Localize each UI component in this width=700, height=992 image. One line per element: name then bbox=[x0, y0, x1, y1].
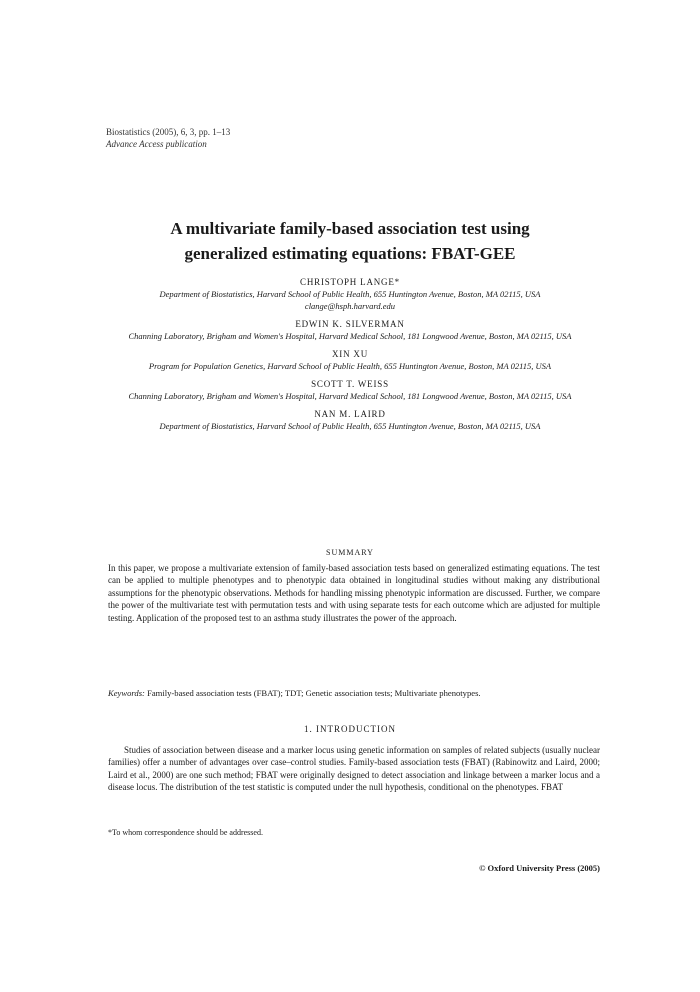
author-affiliation: Channing Laboratory, Brigham and Women's Hospital, Harvard Medical School, 181 Longwood Avenue, Boston, MA 02115, USA bbox=[128, 331, 572, 341]
author-name: XIN XU bbox=[331, 349, 369, 359]
publisher-notice: © Oxford University Press (2005) bbox=[479, 863, 600, 873]
author-name: SCOTT T. WEISS bbox=[311, 379, 389, 389]
author-name: NAN M. LAIRD bbox=[314, 409, 386, 419]
keywords-text: Family-based association tests (FBAT); TDT; Genetic association tests; Multivariate phenotypes. bbox=[147, 688, 481, 698]
journal-access: Advance Access publication bbox=[106, 139, 207, 149]
author-block bbox=[118, 348, 582, 372]
author-affiliation: Program for Population Genetics, Harvard School of Public Health, 655 Huntington Avenue, Boston, MA 02115, USA bbox=[148, 361, 552, 371]
footnote: *To whom correspondence should be addressed. bbox=[108, 828, 263, 837]
title-line-2: generalized estimating equations: FBAT-GEE bbox=[184, 244, 516, 263]
author-name: CHRISTOPH LANGE* bbox=[300, 277, 400, 287]
author-name: EDWIN K. SILVERMAN bbox=[295, 319, 405, 329]
section-heading: 1. INTRODUCTION bbox=[304, 724, 396, 734]
paper-title bbox=[100, 216, 600, 266]
author-list bbox=[118, 276, 582, 438]
abstract-heading: SUMMARY bbox=[326, 548, 374, 557]
journal-citation: Biostatistics (2005), 6, 3, pp. 1–13 bbox=[106, 127, 231, 137]
author-block bbox=[118, 408, 582, 432]
keywords-label: Keywords: bbox=[108, 688, 145, 698]
author-affiliation: Department of Biostatistics, Harvard School of Public Health, 655 Huntington Avenue, Boston, MA 02115, USA bbox=[159, 289, 541, 299]
keywords bbox=[108, 687, 600, 699]
introduction-text: Studies of association between disease and a marker locus using genetic information on samples of related subjects (usually nuclear families) offer a number of advantages over case–control studies. Family-based association tests (FBAT) (Rabinowitz and Laird, 2000; Laird et al., 2000) are one such method; FBAT were originally designed to detect association and linkage between a marker locus and a disease locus. The distribution of the test statistic is computed under the null hypothesis, conditional on the phenotypes. FBAT bbox=[108, 745, 600, 793]
journal-header bbox=[106, 126, 230, 150]
author-email[interactable]: clange@hsph.harvard.edu bbox=[304, 301, 396, 311]
title-line-1: A multivariate family-based association test using bbox=[170, 219, 530, 238]
author-affiliation: Department of Biostatistics, Harvard School of Public Health, 655 Huntington Avenue, Boston, MA 02115, USA bbox=[159, 421, 541, 431]
author-block bbox=[118, 276, 582, 312]
author-block bbox=[118, 318, 582, 342]
abstract-text: In this paper, we propose a multivariate extension of family-based association tests based on generalized estimating equations. The test can be applied to multiple phenotypes and to phenotypic data obtained in longitudinal studies without making any distributional assumptions for the phenotypic observations. Methods for handling missing phenotypic information are discussed. Further, we compare the power of the multivariate test with permutation tests and with using separate tests for each outcome which are adjusted for multiple testing. Application of the proposed test to an asthma study illustrates the power of the approach. bbox=[108, 563, 600, 623]
author-affiliation: Channing Laboratory, Brigham and Women's Hospital, Harvard Medical School, 181 Longwood Avenue, Boston, MA 02115, USA bbox=[128, 391, 572, 401]
author-block bbox=[118, 378, 582, 402]
